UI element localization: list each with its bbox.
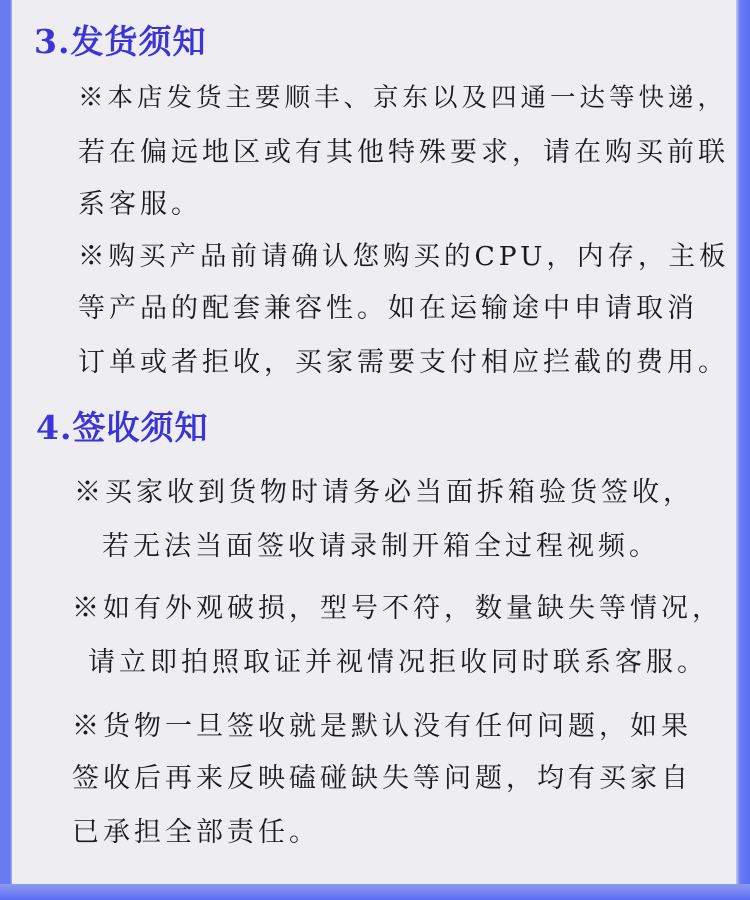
section-4-line-5: ※货物一旦签收就是默认没有任何问题，如果 xyxy=(72,711,692,742)
section-3-line-4: ※购买产品前请确认您购买的CPU，内存，主板 xyxy=(78,241,730,272)
section-4-line-2: 若无法当面签收请录制开箱全过程视频。 xyxy=(102,531,660,562)
section-4-line-1: ※买家收到货物时请务必当面拆箱验货签收， xyxy=(74,477,694,508)
section-3-line-5: 等产品的配套兼容性。如在运输途中申请取消 xyxy=(78,293,698,324)
content-panel xyxy=(12,0,736,888)
section-3-heading: 3.发货须知 xyxy=(34,22,207,61)
section-4-line-6: 签收后再来反映磕碰缺失等问题，均有买家自 xyxy=(72,763,692,794)
section-3-line-3: 系客服。 xyxy=(78,189,202,220)
section-3-line-1: ※本店发货主要顺丰、京东以及四通一达等快递， xyxy=(78,83,728,113)
section-3-line-6: 订单或者拒收，买家需要支付相应拦截的费用。 xyxy=(78,347,729,378)
section-3-line-2: 若在偏远地区或有其他特殊要求，请在购买前联 xyxy=(78,137,729,168)
section-4-line-3: ※如有外观破损，型号不符，数量缺失等情况， xyxy=(72,593,723,624)
bottom-border xyxy=(0,884,750,900)
section-4-heading: 4.签收须知 xyxy=(36,408,209,447)
section-4-line-7: 已承担全部责任。 xyxy=(72,817,320,848)
section-4-line-4: 请立即拍照取证并视情况拒收同时联系客服。 xyxy=(88,647,708,678)
